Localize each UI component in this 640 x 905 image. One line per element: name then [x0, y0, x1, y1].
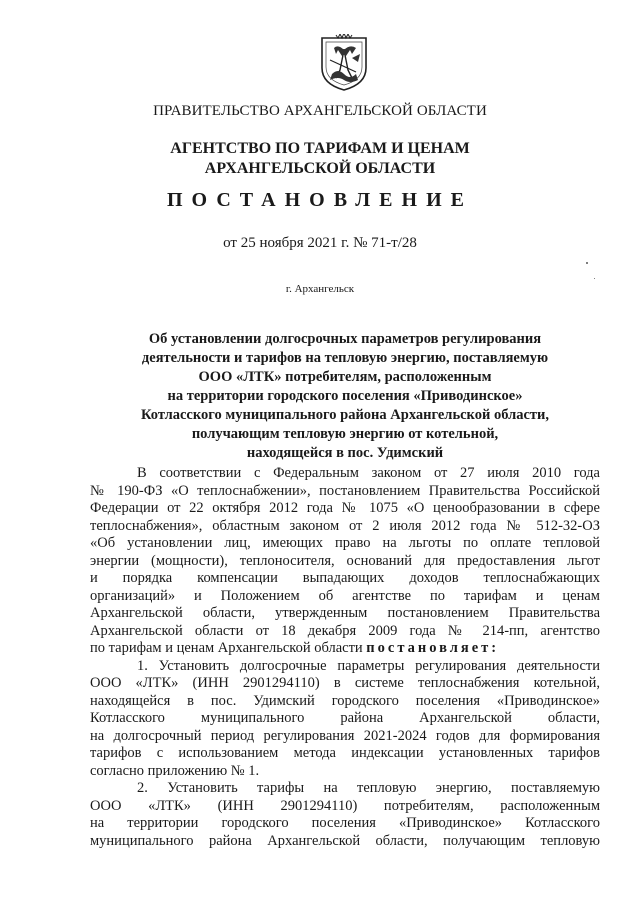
body-line: В соответствии с Федеральным законом от 27 июля 2010 года — [137, 465, 600, 481]
clause-1-paragraph — [90, 658, 600, 781]
body-line: ООО «ЛТК» (ИНН 2901294110) в системе теплоснабжения котельной, — [90, 675, 600, 691]
body-line: организаций» и Положением об агентстве по тарифам и ценам — [90, 587, 600, 604]
body-line: и порядка компенсации выпадающих доходов теплоснабжающих — [90, 570, 600, 586]
body-line: тарифов с использованием метода индексации установленных тарифов — [90, 745, 600, 761]
body-line: на территории городского поселения «Приводинское» Котласского — [90, 815, 600, 831]
scan-speck — [594, 278, 595, 279]
body-line: согласно приложению № 1. — [90, 762, 260, 779]
body-line: № 190-ФЗ «О теплоснабжении», постановлением Правительства Российской — [90, 482, 600, 499]
agency-name-line-1: АГЕНТСТВО ПО ТАРИФАМ И ЦЕНАМ — [170, 140, 470, 157]
title-line: находящейся в пос. Удимский — [246, 445, 444, 461]
preamble-paragraph — [90, 465, 600, 658]
body-line: теплоснабжения», областным законом от 2 июля 2012 года № 512-32-ОЗ — [90, 517, 600, 534]
document-body — [90, 465, 600, 850]
document-city: г. Архангельск — [285, 283, 355, 295]
document-title — [90, 330, 600, 463]
body-line: Архангельской области от 18 декабря 2009 года № 214-пп, агентство — [90, 622, 600, 639]
title-line: деятельности и тарифов на тепловую энергию, поставляемую — [141, 350, 549, 366]
body-line: Котласского муниципального района Архангельской области, — [90, 710, 600, 726]
coat-of-arms-emblem — [316, 34, 372, 92]
clause-2-paragraph — [90, 780, 600, 850]
body-line: 1. Установить долгосрочные параметры регулирования деятельности — [137, 657, 600, 674]
body-line: муниципального района Архангельской области, получающим тепловую — [90, 832, 600, 849]
body-line: находящейся в пос. Удимский городского поселения «Приводинское» — [90, 692, 600, 709]
government-name: ПРАВИТЕЛЬСТВО АРХАНГЕЛЬСКОЙ ОБЛАСТИ — [153, 103, 487, 119]
body-line — [90, 640, 600, 658]
scan-speck — [586, 262, 588, 264]
document-date-number: от 25 ноября 2021 г. № 71-т/28 — [223, 235, 417, 251]
agency-name — [0, 139, 640, 179]
title-line: получающим тепловую энергию от котельной, — [191, 426, 499, 442]
title-line: Об установлении долгосрочных параметров регулирования — [148, 331, 542, 347]
body-line: «Об установлении лиц, имеющих право на льготы по оплате тепловой — [90, 535, 600, 551]
title-line: ООО «ЛТК» потребителям, расположенным — [198, 369, 492, 385]
body-line: ООО «ЛТК» (ИНН 2901294110) потребителям, расположенным — [90, 797, 600, 814]
title-line: Котласского муниципального района Архангельской области, — [140, 407, 550, 423]
agency-name-line-2: АРХАНГЕЛЬСКОЙ ОБЛАСТИ — [204, 160, 436, 177]
body-line: 2. Установить тарифы на тепловую энергию, поставляемую — [137, 780, 600, 796]
body-line: энергии (мощности), теплоносителя, оснований для предоставления льгот — [90, 552, 600, 569]
title-line: на территории городского поселения «Приводинское» — [167, 388, 523, 404]
document-type: ПОСТАНОВЛЕНИЕ — [167, 189, 473, 211]
body-line: Архангельской области, утвержденным постановлением Правительства — [90, 605, 600, 621]
body-line-text: по тарифам и ценам Архангельской области — [90, 640, 363, 656]
body-line: на долгосрочный период регулирования 2021-2024 годов для формирования — [90, 727, 600, 744]
body-line: Федерации от 22 октября 2012 года № 1075 «О ценообразовании в сфере — [90, 500, 600, 516]
resolution-keyword: постановляет: — [366, 640, 500, 656]
